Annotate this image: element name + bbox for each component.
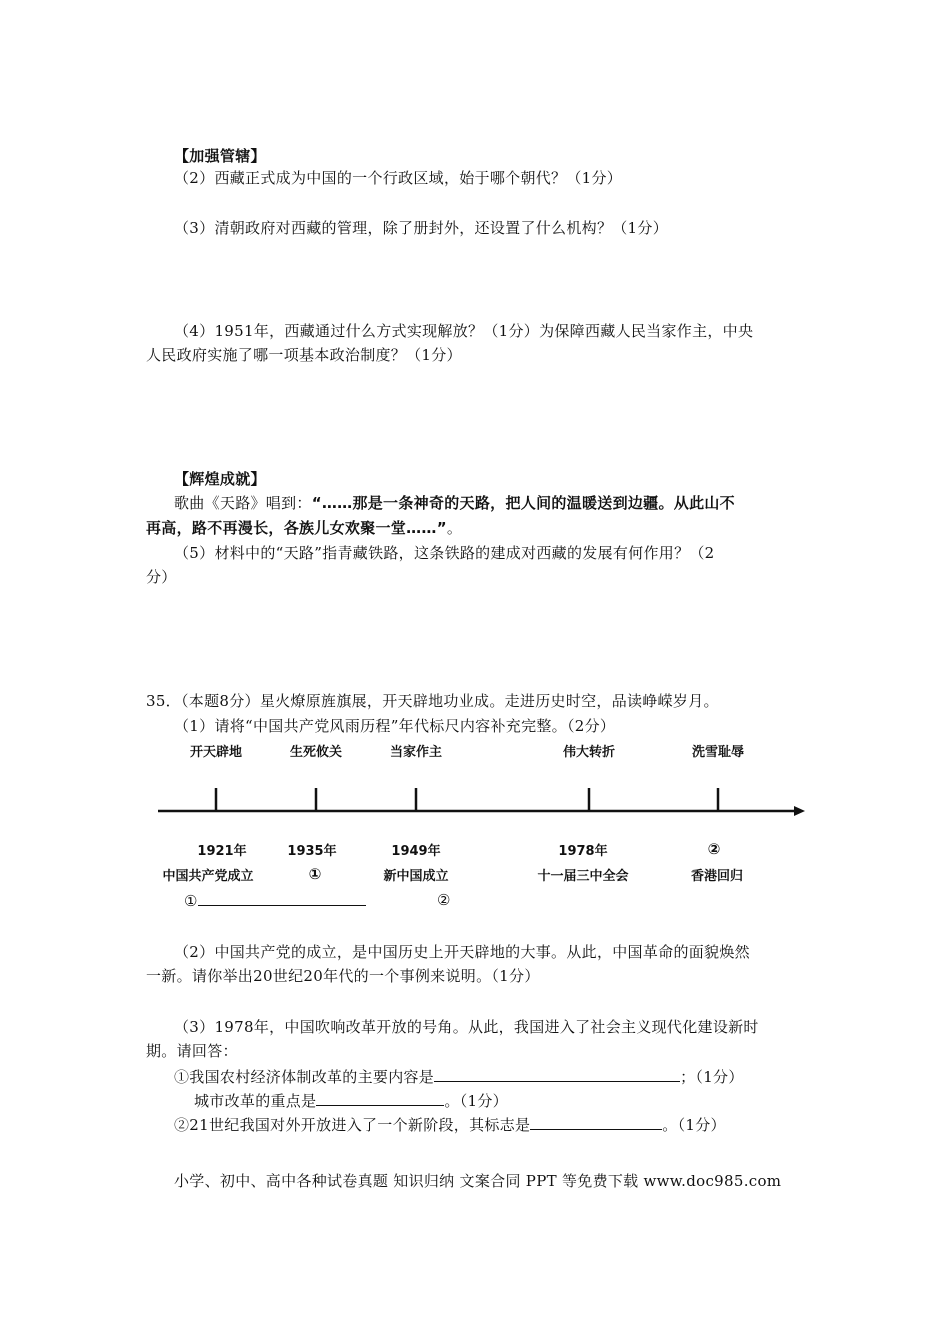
question-2: （2）西藏正式成为中国的一个行政区域，始于哪个朝代？（1分） bbox=[174, 169, 623, 187]
question-4-line2: 人民政府实施了哪一项基本政治制度？（1分） bbox=[146, 346, 462, 364]
question-3: （3）清朝政府对西藏的管理，除了册封外，还设置了什么机构？（1分） bbox=[174, 219, 668, 237]
sub3-b-prefix: 城市改革的重点是 bbox=[194, 1092, 317, 1110]
answer-1-label: ① bbox=[184, 892, 198, 910]
question-35-sub2-line2: 一新。请你举出20世纪20年代的一个事例来说明。（1分） bbox=[146, 967, 540, 985]
heading-achievement: 【辉煌成就】 bbox=[174, 470, 266, 488]
timeline-top-5: 洗雪耻辱 bbox=[691, 745, 744, 760]
timeline-top-3: 当家作主 bbox=[389, 745, 442, 760]
question-35-sub3-line1: （3）1978年，中国吹响改革开放的号角。从此，我国进入了社会主义现代化建设新时 bbox=[174, 1018, 759, 1036]
timeline-event-5: 香港回归 bbox=[690, 869, 743, 884]
timeline-event-4: 十一届三中全会 bbox=[537, 869, 629, 884]
sub3-c-blank[interactable] bbox=[530, 1114, 662, 1130]
answer-1 bbox=[184, 890, 366, 911]
question-35-sub3-b bbox=[194, 1090, 508, 1111]
question-35-sub2-line1: （2）中国共产党的成立，是中国历史上开天辟地的大事。从此，中国革命的面貌焕然 bbox=[174, 943, 750, 961]
question-35-sub1: （1）请将“中国共产党风雨历程”年代标尺内容补充完整。（2分） bbox=[174, 717, 616, 735]
sub3-b-suffix: 。（1分） bbox=[444, 1092, 508, 1110]
sub3-a-suffix: ；（1分） bbox=[680, 1068, 744, 1086]
song-prefix: 歌曲《天路》唱到： bbox=[174, 494, 312, 512]
song-lyric-1: “……那是一条神奇的天路，把人间的温暖送到边疆。从此山不 bbox=[311, 494, 735, 512]
question-35-sub3-line2: 期。请回答： bbox=[146, 1042, 238, 1060]
timeline-event-3: 新中国成立 bbox=[383, 869, 449, 884]
timeline-top-2: 生死攸关 bbox=[289, 745, 342, 760]
timeline-year-3: 1949年 bbox=[391, 844, 441, 859]
timeline-top-1: 开天辟地 bbox=[189, 745, 242, 760]
timeline-arrow bbox=[794, 806, 805, 816]
question-5-line2: 分） bbox=[146, 568, 177, 586]
question-5-line1: （5）材料中的“天路”指青藏铁路，这条铁路的建成对西藏的发展有何作用？（2 bbox=[174, 544, 715, 562]
timeline-year-4: 1978年 bbox=[558, 844, 608, 859]
question-35-sub3-a bbox=[174, 1066, 744, 1087]
sub3-c-suffix: 。（1分） bbox=[662, 1116, 726, 1134]
question-35-intro: 35．（本题8分）星火燎原旌旗展，开天辟地功业成。走进历史时空，品读峥嵘岁月。 bbox=[146, 692, 719, 710]
timeline-year-1: 1921年 bbox=[197, 844, 247, 859]
timeline-top-4: 伟大转折 bbox=[562, 745, 615, 760]
timeline-year-2: 1935年 bbox=[287, 844, 337, 859]
page-footer: 小学、初中、高中各种试卷真题 知识归纳 文案合同 PPT 等免费下载 www.doc985.com bbox=[174, 1172, 782, 1190]
answer-2-label: ② bbox=[437, 891, 451, 909]
sub3-b-blank[interactable] bbox=[316, 1090, 444, 1106]
sub3-a-prefix: ①我国农村经济体制改革的主要内容是 bbox=[174, 1068, 435, 1086]
sub3-a-blank[interactable] bbox=[434, 1066, 680, 1082]
answer-1-blank[interactable] bbox=[198, 890, 366, 906]
song-lyric-2: 再高，路不再漫长，各族儿女欢聚一堂……” bbox=[146, 519, 447, 537]
question-4-line1: （4）1951年，西藏通过什么方式实现解放？（1分）为保障西藏人民当家作主，中央 bbox=[174, 322, 754, 340]
timeline-year-5: ② bbox=[707, 840, 721, 858]
answer-2 bbox=[437, 890, 451, 910]
sub3-c-prefix: ②21世纪我国对外开放进入了一个新阶段，其标志是 bbox=[174, 1116, 531, 1134]
question-35-sub3-c bbox=[174, 1114, 726, 1135]
timeline-event-2: ① bbox=[308, 865, 322, 883]
heading-strengthen: 【加强管辖】 bbox=[174, 147, 266, 165]
timeline-event-1: 中国共产党成立 bbox=[162, 869, 254, 884]
song-end: 。 bbox=[446, 519, 463, 537]
